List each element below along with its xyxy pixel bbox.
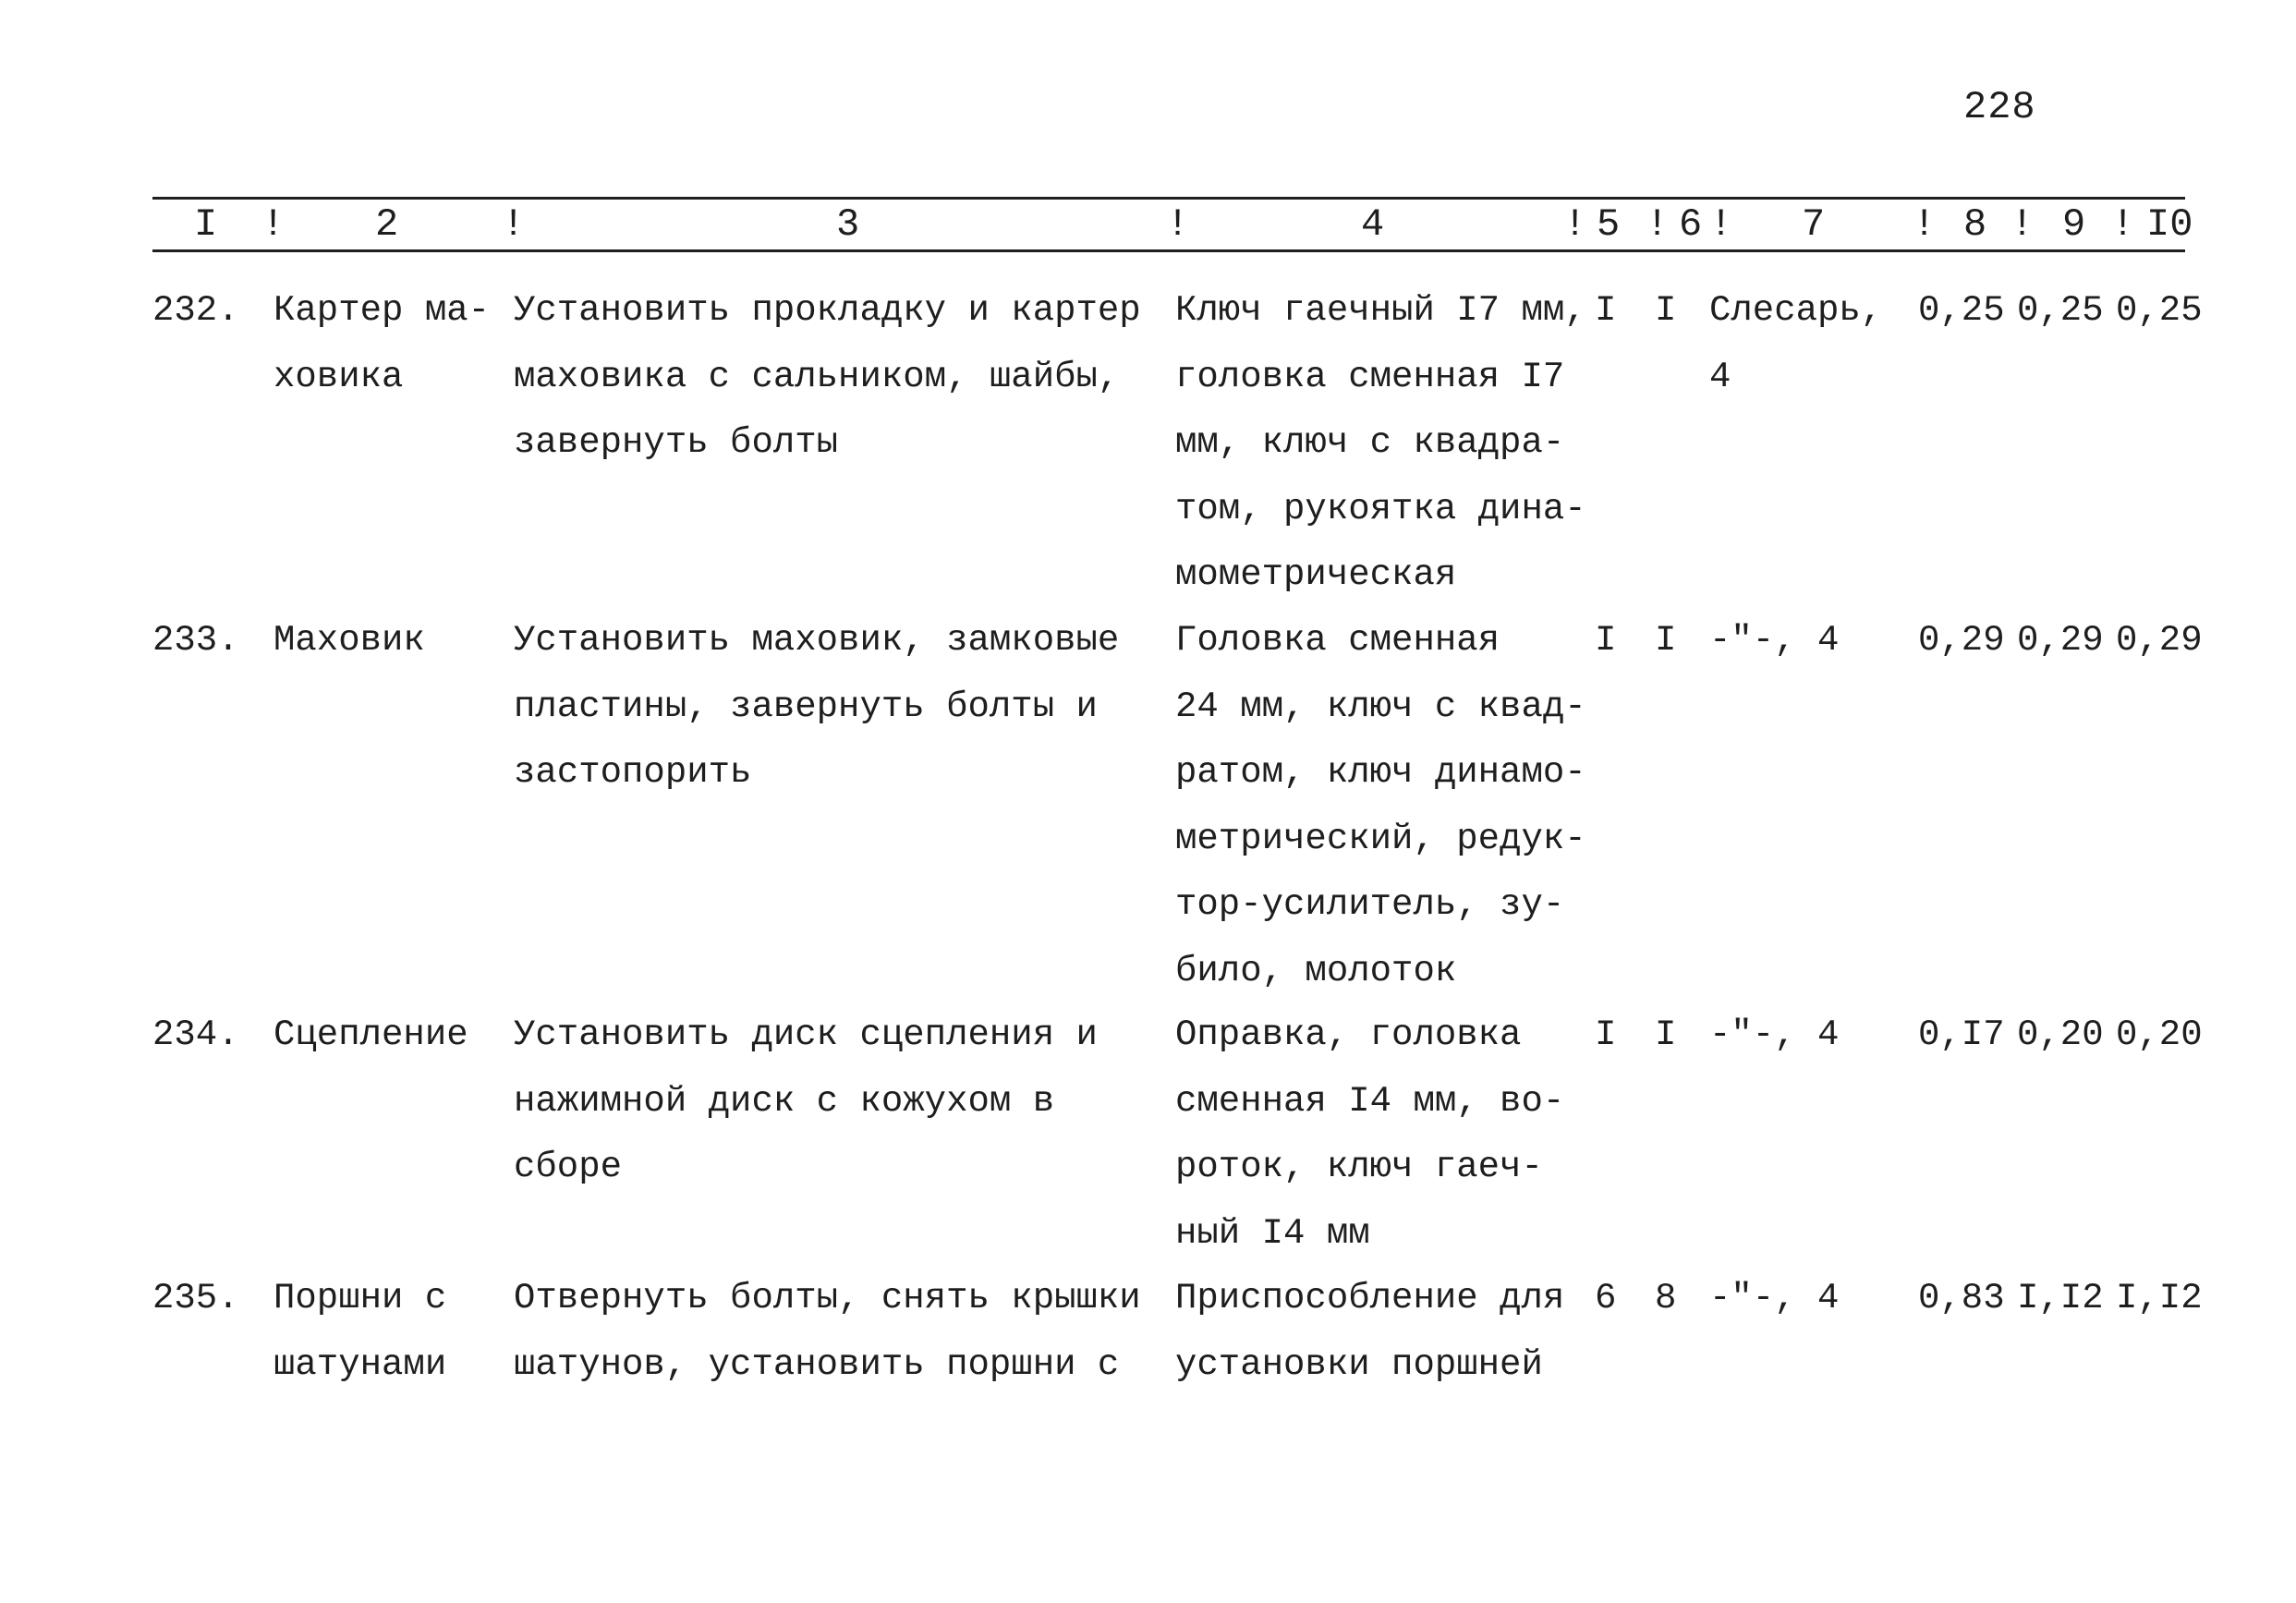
cell-col5: 6 [1595,1278,1617,1318]
cell-tools: мометрическая [1175,554,1457,595]
page-number: 228 [1963,85,2036,129]
cell-col8: 0,29 [1918,620,2005,661]
cell-tools: ратом, ключ динамо- [1175,752,1586,793]
header-col-3: 3 [836,202,860,247]
cell-tools: Ключ гаечный I7 мм, [1175,290,1586,331]
cell-col6: I [1655,290,1677,331]
header-separator: ! [502,202,526,247]
header-separator: ! [1913,202,1937,247]
header-separator: ! [261,202,285,247]
header-rule-bottom [152,249,2185,252]
cell-col7: -"-, 4 [1709,620,1840,661]
cell-col9: 0,25 [2017,290,2104,331]
cell-col9: I,I2 [2017,1278,2104,1318]
cell-tools: 24 мм, ключ с квад- [1175,686,1586,727]
cell-operation: завернуть болты [514,422,839,463]
cell-tools: роток, ключ гаеч- [1175,1147,1543,1187]
cell-col6: 8 [1655,1278,1677,1318]
cell-col10: 0,20 [2116,1014,2203,1055]
cell-part-name: Маховик [273,620,425,661]
cell-operation: Установить диск сцепления и [514,1014,1098,1055]
cell-col8: 0,83 [1918,1278,2005,1318]
cell-tools: тор-усилитель, зу- [1175,884,1565,925]
cell-tools: ный I4 мм [1175,1212,1370,1254]
cell-col9: 0,29 [2017,620,2104,661]
cell-col6: I [1655,1014,1677,1055]
header-col-8: 8 [1963,202,1987,247]
cell-col7: Слесарь, [1709,290,1883,331]
header-col-9: 9 [2062,202,2086,247]
cell-col8: 0,25 [1918,290,2005,331]
cell-col8: 0,I7 [1918,1014,2005,1055]
cell-col7: -"-, 4 [1709,1014,1840,1055]
cell-col10: I,I2 [2116,1278,2203,1318]
cell-part-name: Поршни с [273,1278,447,1318]
header-rule-top [152,197,2185,200]
cell-operation: застопорить [514,752,752,793]
header-separator: ! [2111,202,2135,247]
cell-col9: 0,20 [2017,1014,2104,1055]
cell-tools: сменная I4 мм, во- [1175,1080,1565,1122]
cell-col10: 0,25 [2116,290,2203,331]
header-col-7: 7 [1802,202,1826,247]
cell-col5: I [1595,620,1617,661]
header-col-6: 6 [1679,202,1703,247]
cell-tools: метрический, редук- [1175,818,1586,859]
cell-row-number: 232. [152,290,239,331]
cell-tools: мм, ключ с квадра- [1175,422,1565,463]
header-separator: ! [1563,202,1587,247]
header-separator: ! [1709,202,1733,247]
cell-tools: Головка сменная [1175,620,1500,661]
cell-col6: I [1655,620,1677,661]
cell-tools: било, молоток [1175,950,1457,991]
cell-operation: Установить маховик, замковые [514,620,1120,661]
cell-col7: -"-, 4 [1709,1278,1840,1318]
cell-col5: I [1595,1014,1617,1055]
header-col-10: I0 [2146,202,2193,247]
cell-operation: маховика с сальником, шайбы, [514,356,1120,397]
cell-operation: пластины, завернуть болты и [514,686,1098,727]
cell-row-number: 235. [152,1278,239,1318]
header-separator: ! [2011,202,2035,247]
header-separator: ! [1166,202,1190,247]
cell-tools: том, рукоятка дина- [1175,488,1586,529]
header-col-5: 5 [1597,202,1621,247]
cell-col7: 4 [1709,356,1731,397]
cell-operation: Отвернуть болты, снять крышки [514,1278,1141,1318]
cell-row-number: 233. [152,620,239,661]
cell-tools: установки поршней [1175,1343,1543,1385]
cell-operation: шатунов, установить поршни с [514,1343,1120,1385]
cell-part-name: Картер ма- [273,290,491,331]
cell-col5: I [1595,290,1617,331]
cell-tools: головка сменная I7 [1175,356,1565,397]
header-col-1: I [194,202,218,247]
cell-part-name: шатунами [273,1343,447,1385]
cell-tools: Оправка, головка [1175,1014,1522,1055]
header-col-4: 4 [1361,202,1385,247]
cell-tools: Приспособление для [1175,1278,1565,1318]
cell-part-name: ховика [273,356,404,397]
header-col-2: 2 [375,202,399,247]
cell-part-name: Сцепление [273,1014,468,1055]
cell-operation: нажимной диск с кожухом в [514,1080,1055,1122]
cell-operation: сборе [514,1147,623,1187]
cell-row-number: 234. [152,1014,239,1055]
header-separator: ! [1646,202,1670,247]
cell-operation: Установить прокладку и картер [514,290,1141,331]
cell-col10: 0,29 [2116,620,2203,661]
